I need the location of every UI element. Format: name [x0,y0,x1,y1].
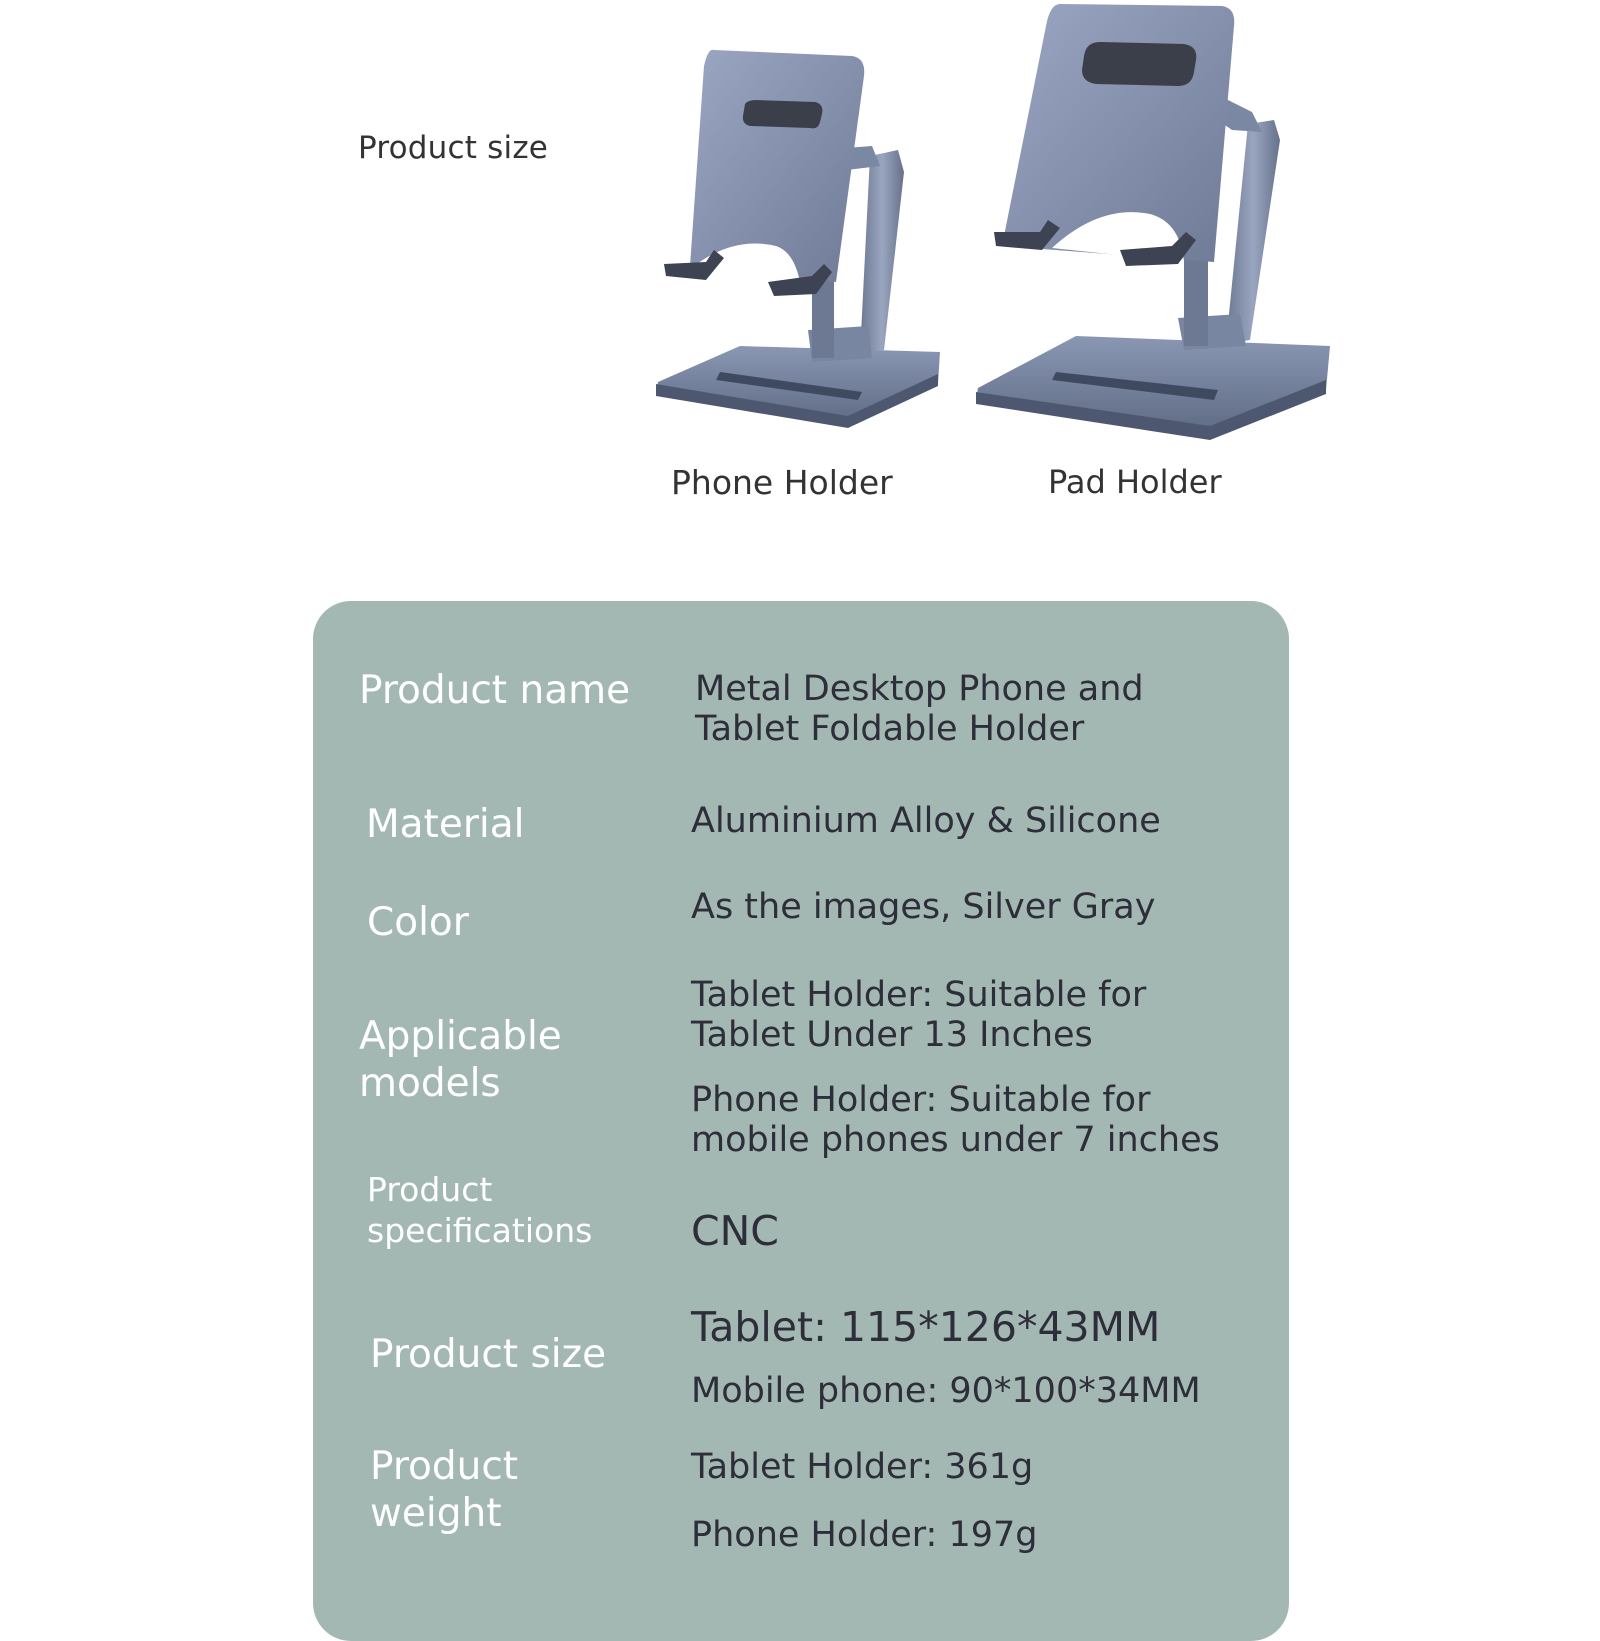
spec-card [313,601,1289,1641]
spec-value-material: Aluminium Alloy & Silicone [691,801,1161,841]
spec-value-product-specifications: CNC [691,1207,779,1255]
spec-value-tablet-size: Tablet: 115*126*43MM [691,1303,1161,1351]
spec-value-tablet-model: Tablet Holder: Suitable for Tablet Under 13 Inches [691,975,1147,1055]
spec-label-product-size: Product size [370,1332,607,1377]
spec-value-tablet-weight: Tablet Holder: 361g [691,1447,1034,1487]
pad-holder-image [976,4,1330,440]
product-size-heading: Product size [358,130,549,166]
spec-value-product-name: Metal Desktop Phone and Tablet Foldable Holder [695,669,1144,749]
spec-value-phone-size: Mobile phone: 90*100*34MM [691,1371,1201,1411]
spec-value-phone-weight: Phone Holder: 197g [691,1515,1038,1555]
spec-label-product-name: Product name [359,668,631,713]
spec-value-color: As the images, Silver Gray [691,887,1156,927]
spec-label-applicable-models: Applicable models [359,1014,562,1106]
spec-label-material: Material [366,802,525,847]
spec-label-product-specifications: Product specifications [367,1170,593,1250]
phone-holder-caption: Phone Holder [671,463,893,502]
spec-value-phone-model: Phone Holder: Suitable for mobile phones under 7 inches [691,1080,1220,1160]
pad-holder-caption: Pad Holder [1048,463,1222,501]
spec-label-product-weight: Product weight [370,1444,519,1536]
phone-holder-image [656,50,940,428]
spec-label-color: Color [367,900,469,945]
